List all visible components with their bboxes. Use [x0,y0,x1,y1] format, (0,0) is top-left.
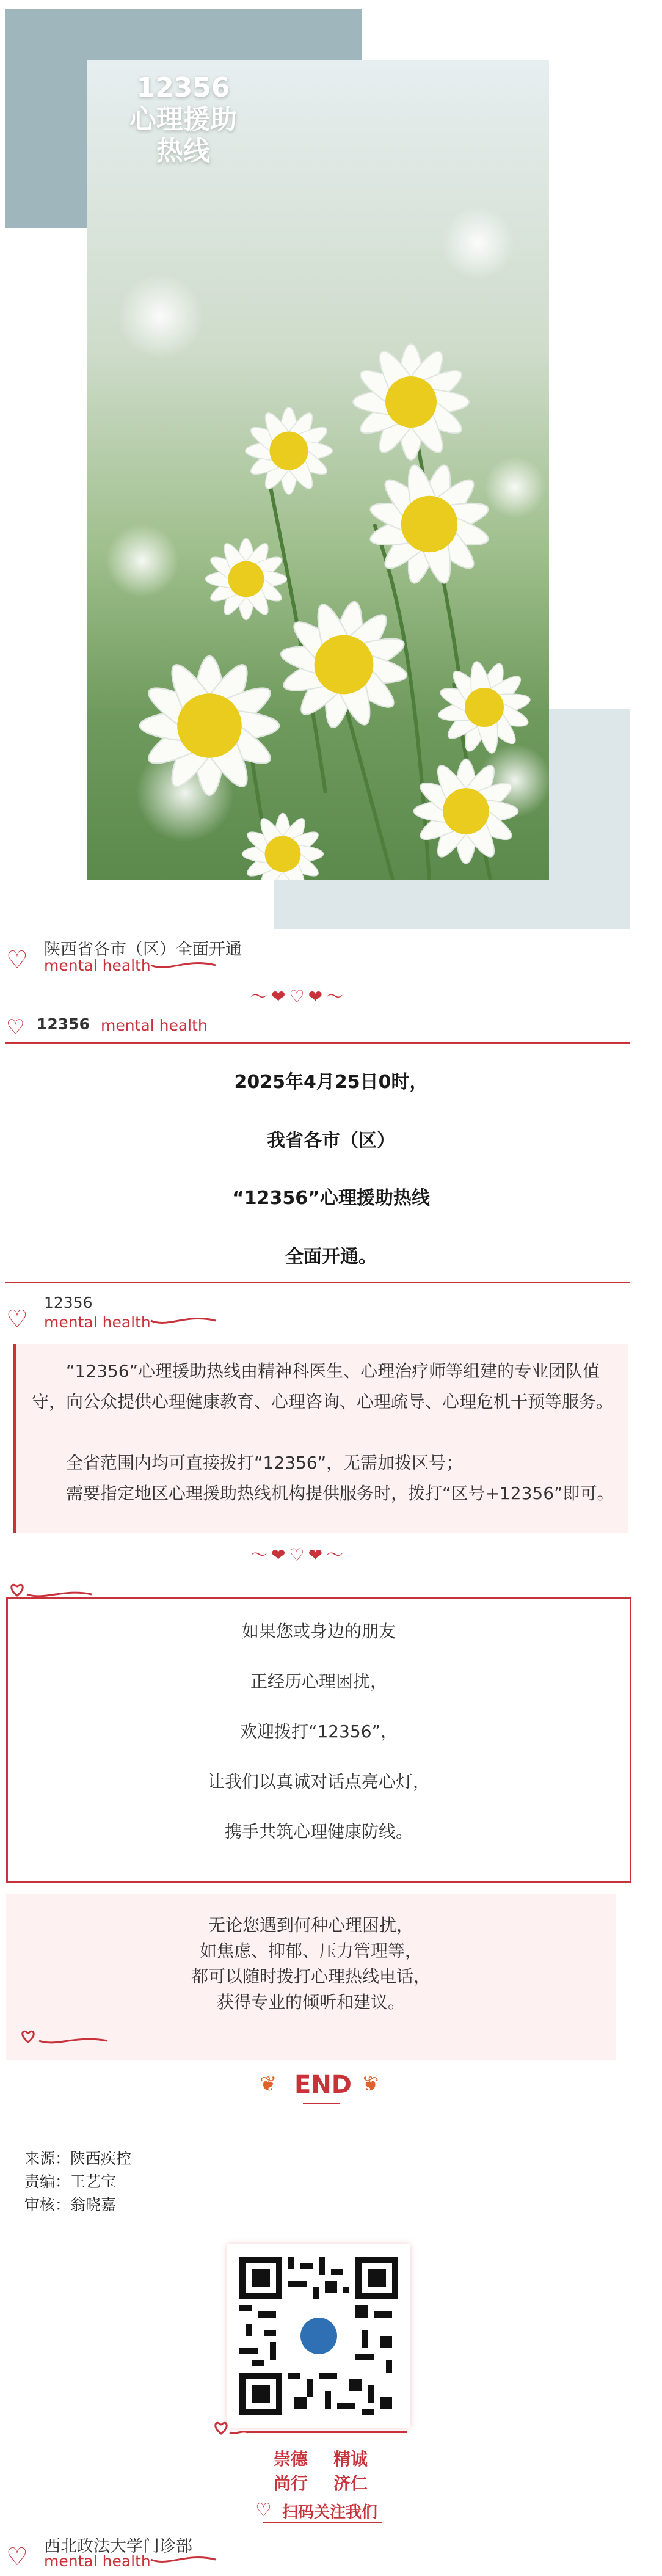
credit-source: 来源：陕西疾控 [24,2150,132,2167]
announcement-line: “12356”心理援助热线 [232,1188,430,1209]
intro-paragraph: 全省范围内均可直接拨打“12356”，无需加拨区号； [66,1453,464,1473]
invite-line: 正经历心理困扰， [250,1671,387,1691]
daisy-illustration [87,60,549,880]
laurel-left-icon: ❦ [260,2072,277,2096]
invite-line: 如果您或身边的朋友 [241,1621,396,1641]
invite-box [6,1597,631,1883]
hero-title-line: 热线 [156,136,210,167]
swirl-icon [150,2552,217,2567]
section-title: 12356 [44,1294,93,1312]
divider [5,1282,630,1283]
motto-word: 崇德 [274,2449,308,2469]
qr-code-icon[interactable] [239,2257,398,2415]
heart-swirl-icon [18,2025,110,2049]
announcement-line: 全面开通。 [285,1246,377,1268]
section-subtitle: mental health [44,1313,151,1331]
heart-icon: ♡ [255,2500,272,2521]
intro-paragraph: 需要指定地区心理援助热线机构提供服务时，拨打“区号+12356”即可。 [66,1483,614,1503]
heart-icon: ♡ [6,2543,28,2571]
intro-accent-bar [13,1344,16,1533]
help-box [6,1894,616,2060]
footer-subtitle: mental health [44,2552,151,2570]
laurel-right-icon: ❦ [362,2072,379,2096]
help-line: 如焦虑、抑郁、压力管理等， [199,1941,422,1961]
heart-icon: ♡ [6,1015,25,1040]
heart-divider-icon: ～❤♡❤～ [250,1545,347,1565]
divider [5,1042,630,1044]
end-label: END [294,2071,352,2099]
qr-frame [227,2244,410,2428]
swirl-icon [150,1313,217,1328]
section-title: 陕西省各市（区）全面开通 [44,940,242,959]
scan-follow-link[interactable]: 扫码关注我们 [282,2503,378,2522]
intro-paragraph: “12356”心理援助热线由精神科医生、心理治疗师等组建的专业团队值守，向公众提供心理健康教育、心理咨询、心理疏导、心理危机干预等服务。 [32,1361,614,1412]
hero-title-line: 心理援助 [129,104,237,135]
hero-title [104,72,263,167]
qr-logo-icon [300,2318,337,2354]
end-underline [303,2103,340,2104]
daisy-photo [87,60,549,880]
heart-swirl-icon [213,2417,249,2441]
swirl-icon [150,958,217,972]
help-line: 无论您遇到何种心理困扰， [208,1915,413,1935]
heart-icon: ♡ [6,946,28,974]
invite-line: 欢迎拨打“12356”， [239,1721,398,1742]
scan-underline [263,2522,382,2523]
motto-word: 济仁 [333,2473,368,2494]
intro-box [13,1344,628,1533]
heart-divider-icon: ～❤♡❤～ [250,987,347,1007]
section-subtitle: mental health [44,957,151,974]
credit-editor: 责编：王艺宝 [24,2173,117,2191]
heart-icon: ♡ [6,1305,28,1334]
announcement-line: 2025年4月25日0时， [234,1071,428,1093]
tagline-code: 12356 [37,1015,90,1033]
hero-title-line: 12356 [136,72,230,103]
invite-line: 让我们以真诚对话点亮心灯， [207,1771,430,1792]
motto-word: 尚行 [274,2473,308,2494]
motto-word: 精诚 [333,2449,368,2469]
announcement-line: 我省各市（区） [267,1130,395,1151]
help-line: 获得专业的倾听和建议。 [216,1992,405,2012]
tagline-text: mental health [101,1016,208,1034]
footer-title: 西北政法大学门诊部 [44,2537,192,2556]
credit-reviewer: 审核：翁晓嘉 [24,2196,117,2214]
help-line: 都可以随时拨打心理热线电话， [191,1966,431,1987]
qr-underline [246,2431,407,2433]
invite-line: 携手共筑心理健康防线。 [224,1822,413,1842]
